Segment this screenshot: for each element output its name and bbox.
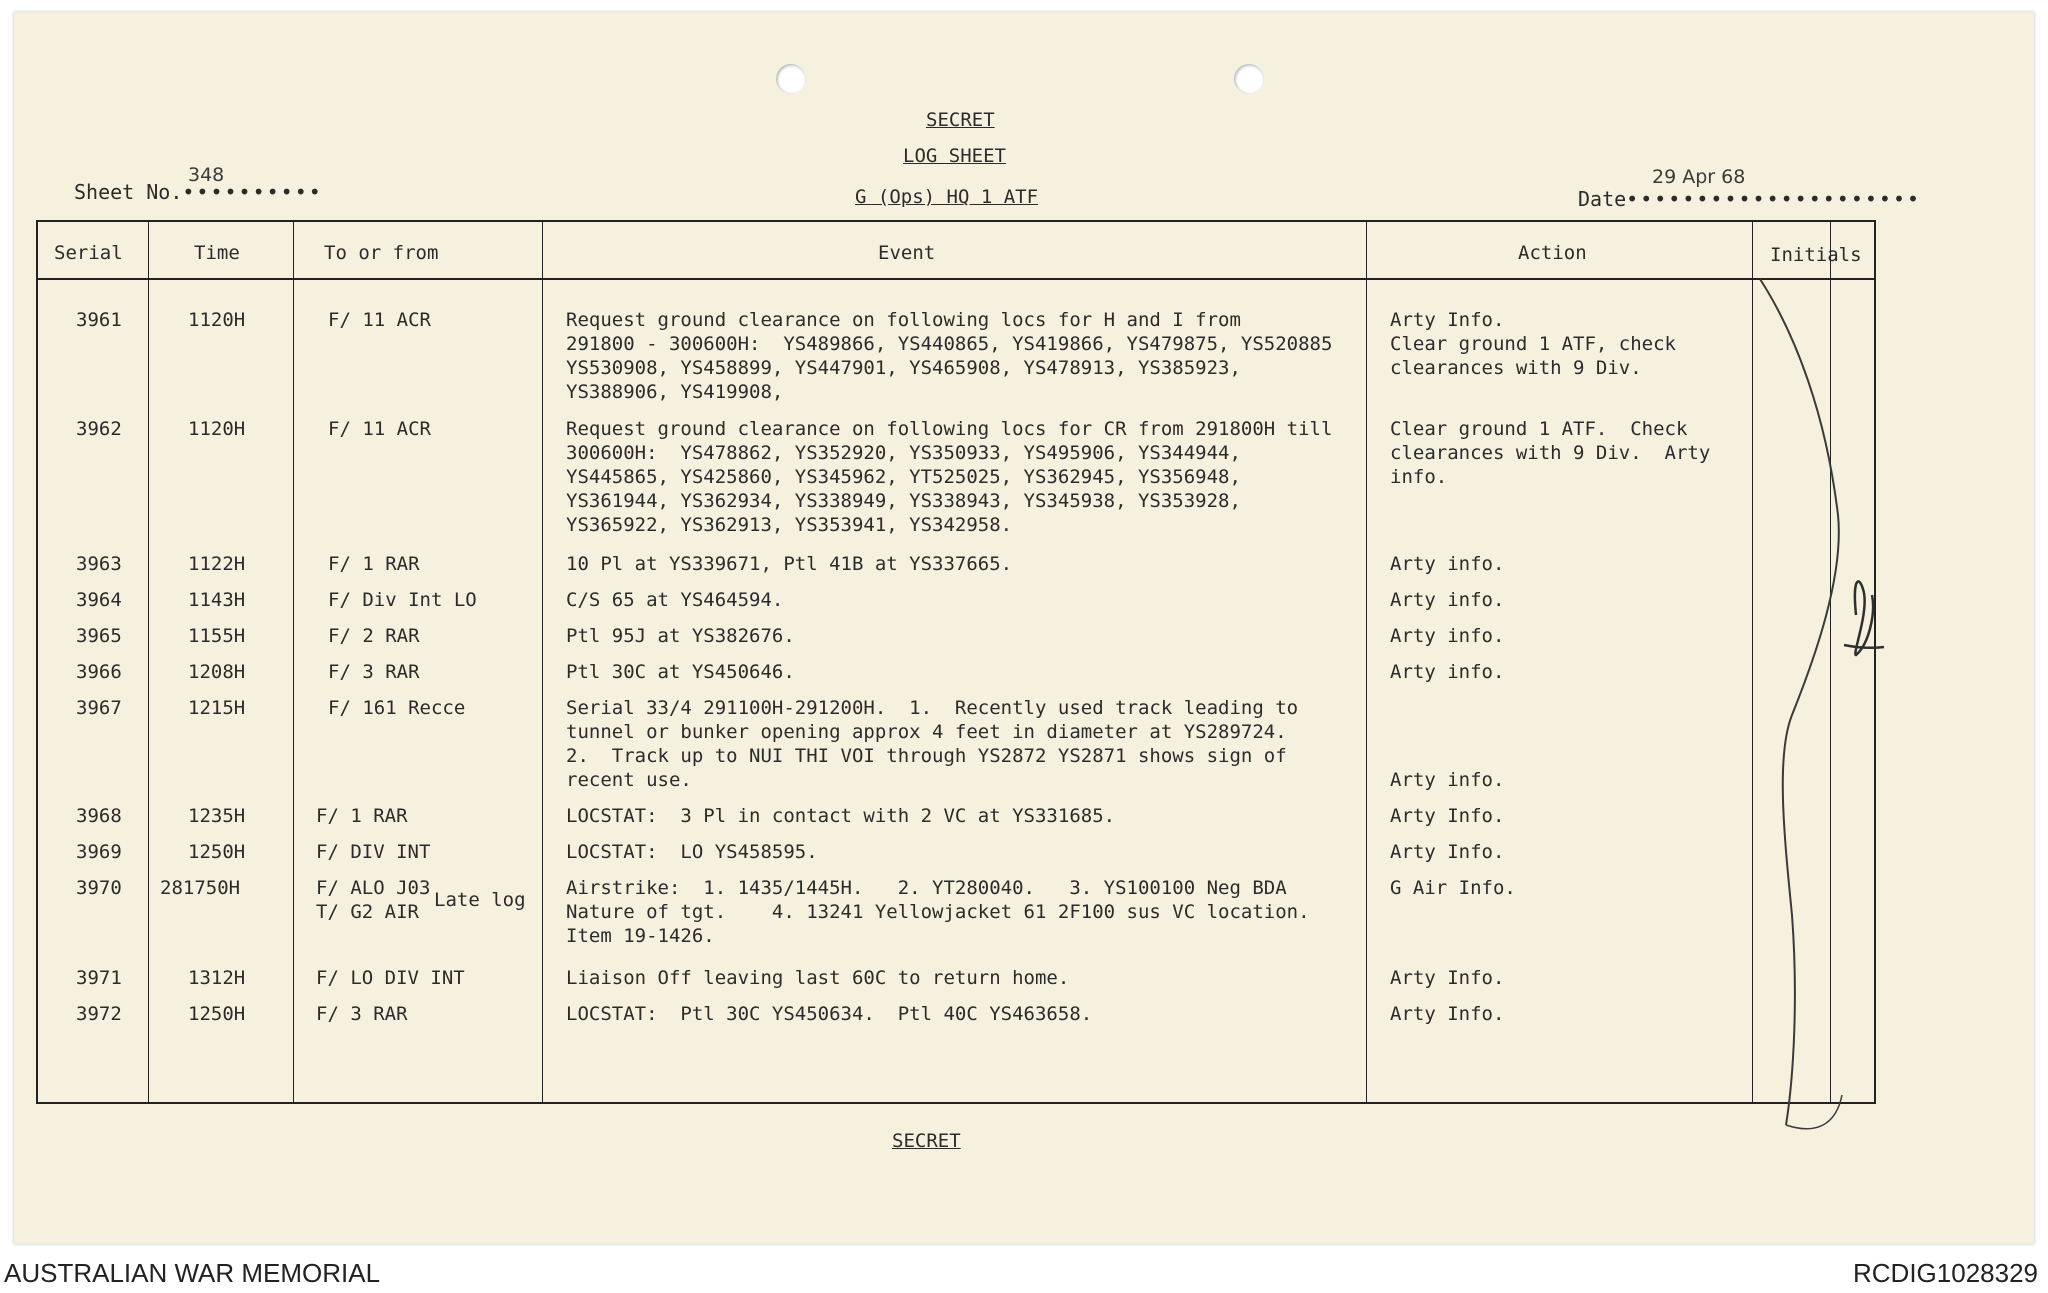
row-action: Arty info. [1390, 625, 1505, 647]
row-serial: 3967 [76, 697, 122, 719]
row-serial: 3968 [76, 805, 122, 827]
column-header-to-or-from: To or from [324, 242, 439, 264]
column-divider [293, 222, 294, 1102]
row-from: F/ 2 RAR [328, 625, 420, 647]
row-action: Clear ground 1 ATF. Check clearances with 9 Div. Arty info. [1390, 418, 1711, 488]
date-value: 29 Apr 68 [1652, 166, 1746, 188]
row-time: 281750H [160, 877, 241, 899]
date-field [1578, 187, 1921, 211]
document-title: LOG SHEET [903, 145, 1006, 167]
column-header-event: Event [878, 242, 936, 264]
row-time: 1155H [188, 625, 246, 647]
column-divider [148, 222, 149, 1102]
row-event: Serial 33/4 291100H-291200H. 1. Recently used track leading to tunnel or bunker opening approx 4 feet in diameter at YS289724. 2. Track up to NUI THI VOI through YS2872 YS2871 shows sign of recent use. [566, 697, 1299, 791]
column-divider [542, 222, 543, 1102]
row-serial: 3963 [76, 553, 122, 575]
row-time: 1120H [188, 418, 246, 440]
punch-hole-right [1234, 64, 1264, 94]
row-serial: 3972 [76, 1003, 122, 1025]
row-serial: 3971 [76, 967, 122, 989]
row-action: Arty Info. Clear ground 1 ATF, check clearances with 9 Div. [1390, 309, 1676, 379]
dotted-leader: ••••••••••••••••••••• [1626, 187, 1922, 211]
row-serial: 3969 [76, 841, 122, 863]
row-from: F/ 1 RAR [328, 553, 420, 575]
sheet-number-label: Sheet No. [74, 180, 183, 204]
date-label: Date [1578, 187, 1627, 211]
archive-id: RCDIG1028329 [1853, 1258, 2038, 1288]
row-from: F/ 3 RAR [316, 1003, 408, 1025]
row-event: LOCSTAT: LO YS458595. [566, 841, 818, 863]
row-action: Arty Info. [1390, 805, 1505, 827]
row-action: Arty info. [1390, 589, 1505, 611]
row-serial: 3964 [76, 589, 122, 611]
row-from: F/ LO DIV INT [316, 967, 465, 989]
row-action: Arty info. [1390, 553, 1505, 575]
row-serial: 3970 [76, 877, 122, 899]
classification-top: SECRET [926, 109, 995, 131]
classification-bottom: SECRET [892, 1130, 961, 1152]
row-action: G Air Info. [1390, 877, 1516, 899]
row-time: 1120H [188, 309, 246, 331]
sheet-number-value: 348 [188, 164, 225, 186]
row-from: F/ 11 ACR [328, 418, 431, 440]
row-event: Request ground clearance on following locs for H and I from 291800 - 300600H: YS489866, YS440865, YS419866, YS479875, YS520885 YS530908, YS458899, YS447901, YS465908, YS478913, YS385923, YS388906, YS419908, [566, 309, 1333, 403]
row-time: 1250H [188, 841, 246, 863]
row-event: LOCSTAT: Ptl 30C YS450634. Ptl 40C YS463658. [566, 1003, 1093, 1025]
header-divider [38, 278, 1874, 280]
row-from: F/ 161 Recce [328, 697, 466, 719]
row-event: Liaison Off leaving last 60C to return home. [566, 967, 1070, 989]
column-divider [1366, 222, 1367, 1102]
row-action: Arty info. [1390, 661, 1505, 683]
row-from: F/ DIV INT [316, 841, 431, 863]
late-log-note: Late log [434, 889, 526, 911]
row-serial: 3966 [76, 661, 122, 683]
row-serial: 3965 [76, 625, 122, 647]
punch-hole-left [776, 64, 806, 94]
column-divider [1752, 222, 1753, 1102]
row-time: 1312H [188, 967, 246, 989]
row-event: Ptl 95J at YS382676. [566, 625, 795, 647]
archive-footer-bar [0, 1252, 2048, 1293]
column-header-action: Action [1518, 242, 1587, 264]
column-header-serial: Serial [54, 242, 123, 264]
row-event: Request ground clearance on following locs for CR from 291800H till 300600H: YS478862, YS352920, YS350933, YS495906, YS344944, YS445865, YS425860, YS345962, YT525025, YS362945, YS356948, YS361944, YS362934, YS338949, YS338943, YS345938, YS353928, YS365922, YS362913, YS353941, YS342958. [566, 418, 1333, 536]
row-from: F/ ALO J03 T/ G2 AIR [316, 877, 431, 923]
row-event: Airstrike: 1. 1435/1445H. 2. YT280040. 3. YS100100 Neg BDA Nature of tgt. 4. 13241 Yellowjacket 61 2F100 sus VC location. Item 19-1426. [566, 877, 1310, 947]
row-serial: 3961 [76, 309, 122, 331]
initials-signature [1756, 275, 1906, 1135]
row-time: 1143H [188, 589, 246, 611]
row-action: Arty Info. [1390, 841, 1505, 863]
dotted-leader: •••••••••• [182, 180, 323, 204]
row-event: 10 Pl at YS339671, Ptl 41B at YS337665. [566, 553, 1013, 575]
row-event: C/S 65 at YS464594. [566, 589, 784, 611]
row-time: 1250H [188, 1003, 246, 1025]
row-event: LOCSTAT: 3 Pl in contact with 2 VC at YS331685. [566, 805, 1116, 827]
row-from: F/ 3 RAR [328, 661, 420, 683]
row-time: 1215H [188, 697, 246, 719]
row-serial: 3962 [76, 418, 122, 440]
archive-name: AUSTRALIAN WAR MEMORIAL [4, 1258, 381, 1288]
log-table [36, 220, 1876, 1104]
row-from: F/ Div Int LO [328, 589, 477, 611]
row-time: 1208H [188, 661, 246, 683]
row-from: F/ 1 RAR [316, 805, 408, 827]
column-header-initials: Initials [1770, 244, 1862, 266]
row-action: Arty Info. [1390, 1003, 1505, 1025]
row-time: 1122H [188, 553, 246, 575]
row-event: Ptl 30C at YS450646. [566, 661, 795, 683]
row-from: F/ 11 ACR [328, 309, 431, 331]
row-time: 1235H [188, 805, 246, 827]
row-action: Arty info. [1390, 769, 1505, 791]
row-action: Arty Info. [1390, 967, 1505, 989]
column-header-time: Time [194, 242, 240, 264]
unit-heading: G (Ops) HQ 1 ATF [855, 186, 1039, 208]
